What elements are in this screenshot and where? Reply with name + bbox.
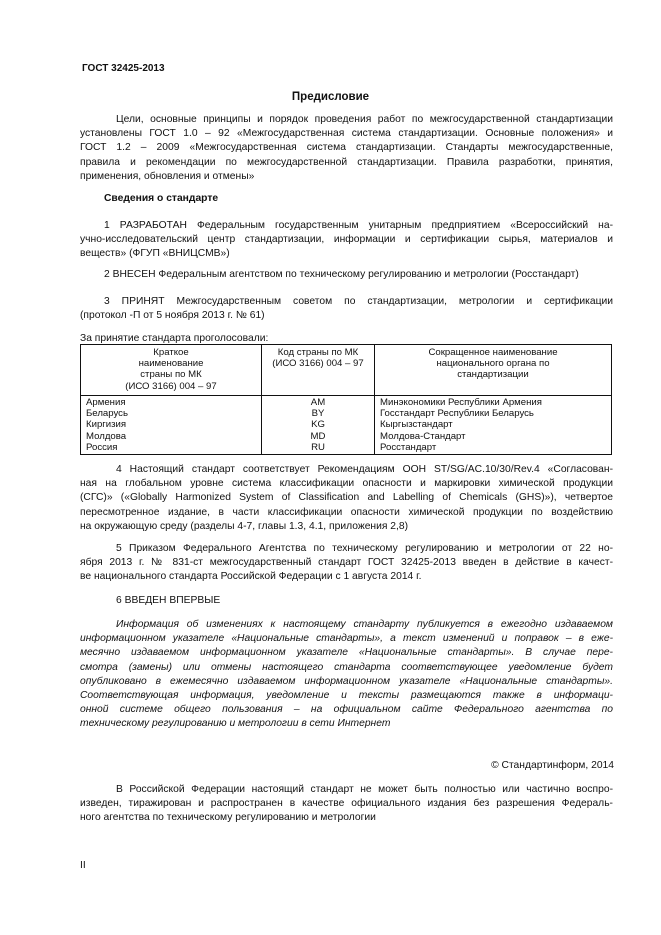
table-cell-code: MD [310, 430, 326, 442]
table-body-row [81, 395, 612, 454]
intro-line: Цели, основные принципы и порядок проведения работ по межгосударственной стандартизации [116, 114, 613, 125]
section-title: Сведения о стандарте [104, 193, 219, 204]
table-cell-country: Беларусь [86, 408, 128, 420]
header-text: страны по МК [140, 369, 202, 381]
header-text: (ИСО 3166) 004 – 97 [272, 358, 364, 370]
notice-line: онной системе общего пользования – на официальном сайте Федерального агентства по [80, 704, 613, 716]
table-cell-body: Кыргызстандарт [380, 419, 453, 431]
rights-line: изведен, тиражирован и распространен в качестве официального издания без разрешения Федераль- [80, 798, 613, 810]
item-5-line: ября 2013 г. № 831-ст межгосударственный стандарт ГОСТ 32425-2013 введен в действие в качест- [80, 557, 613, 569]
intro-line: установлены ГОСТ 1.0 – 92 «Межгосударственная система стандартизации. Основные положения» и [80, 128, 613, 140]
page-number: II [80, 860, 86, 871]
intro-paragraph [80, 113, 613, 184]
intro-line: ГОСТ 1.2 – 2009 «Межгосударственная система стандартизации. Стандарты межгосударственные, [80, 142, 613, 154]
document-code: ГОСТ 32425-2013 [82, 63, 165, 74]
table-cell-code: AM [310, 396, 326, 408]
intro-line: правила и рекомендации по межгосударственной стандартизации. Правила разработки, принятия, [80, 156, 613, 168]
notice-line: Соответствующая информация, уведомление и тексты размещаются также в информаци- [80, 690, 613, 702]
intro-line: применения, обновления и отмены» [80, 170, 255, 182]
header-body [375, 345, 612, 396]
notice-paragraph [80, 618, 613, 732]
table-cell-body: Росстандарт [380, 442, 437, 453]
item-3-line: 3 ПРИНЯТ Межгосударственным советом по стандартизации, метрологии и сертификации [104, 296, 613, 307]
table-header-row [81, 345, 612, 396]
item-6-line: 6 ВВЕДЕН ВПЕРВЫЕ [116, 595, 221, 606]
page-title: Предисловие [291, 91, 370, 103]
item-4-line: на окружающую среду (разделы 4-7, главы 1.3, 4.1, приложения 2,8) [80, 520, 409, 532]
table-cell-body: Госстандарт Республики Беларусь [380, 408, 534, 420]
header-text: национального органа по [436, 358, 550, 370]
table-cell-country: Молдова [86, 430, 127, 442]
item-2-line: 2 ВНЕСЕН Федеральным агентством по техническому регулированию и метрологии (Росстандарт) [104, 269, 579, 280]
header-text: (ИСО 3166) 004 – 97 [125, 380, 217, 392]
table-cell-code: KG [311, 419, 325, 431]
header-text: Код страны по МК [277, 347, 359, 358]
header-country [81, 345, 262, 396]
header-text: Краткое [153, 347, 189, 358]
item-5 [80, 542, 613, 585]
copyright-notice: © Стандартинформ, 2014 [491, 760, 614, 771]
item-4 [80, 463, 613, 534]
rights-line: ного агентства по техническому регулированию и метрологии [80, 812, 376, 824]
country-column [81, 395, 262, 454]
code-column [262, 395, 375, 454]
header-text: наименование [138, 358, 204, 370]
table-cell-body: Молдова-Стандарт [380, 430, 466, 442]
table-cell-country: Армения [86, 396, 126, 408]
table-cell-code: BY [311, 408, 325, 420]
item-3 [80, 295, 613, 323]
table-cell-country: Киргизия [86, 419, 127, 431]
body-column [375, 395, 612, 454]
notice-line: техническому регулированию и метрологии в сети Интернет [80, 718, 391, 730]
item-4-line: пересмотренное издание, в части классификации опасности химической продукции по воздействию [80, 506, 613, 518]
item-4-line: 4 Настоящий стандарт соответствует Рекомендациям ООН ST/SG/AC.10/30/Rev.4 «Согласован- [116, 464, 613, 475]
rights-paragraph [80, 783, 613, 826]
header-text: стандартизации [457, 369, 529, 381]
vote-caption: За принятие стандарта проголосовали: [80, 333, 269, 344]
item-1-line: веществ» (ФГУП «ВНИЦСМВ») [80, 248, 230, 260]
item-1-line: 1 РАЗРАБОТАН Федеральным государственным унитарным предприятием «Всероссийский на- [104, 220, 613, 231]
item-6 [80, 594, 613, 608]
notice-line: месячно издаваемом информационном указателе «Национальные стандарты». В случае пере- [80, 647, 613, 659]
header-code [262, 345, 375, 396]
item-4-line: (СГС)» («Globally Harmonized System of Classification and Labelling of Chemicals (GHS)»), четвертое [80, 492, 613, 504]
item-2 [80, 268, 613, 282]
notice-line: опубликовано в ежемесячно издаваемом информационном указателе «Национальные стандарты». [80, 675, 613, 687]
item-4-line: ная на глобальном уровне система классификации опасности и маркировки химической продукции [80, 478, 613, 490]
item-5-line: 5 Приказом Федерального Агентства по техническому регулированию и метрологии от 22 но- [116, 543, 613, 554]
notice-line: смотра (замены) или отмены настоящего стандарта соответствующее уведомление будет [80, 661, 613, 673]
item-3-line: (протокол -П от 5 ноября 2013 г. № 61) [80, 310, 265, 322]
notice-line: информационном указателе «Национальные стандарты», а текст изменений и поправок – в еже- [80, 633, 613, 645]
notice-line: Информация об изменениях к настоящему стандарту публикуется в ежегодно издаваемом [116, 619, 613, 630]
voting-table [80, 344, 612, 455]
table-cell-country: Россия [86, 442, 118, 453]
table-cell-body: Минэкономики Республики Армения [380, 396, 542, 408]
table-cell-code: RU [311, 442, 325, 453]
item-1 [80, 219, 613, 262]
rights-line: В Российской Федерации настоящий стандарт не может быть полностью или частично воспро- [116, 784, 613, 795]
header-text: Сокращенное наименование [428, 347, 558, 358]
item-5-line: ве национального стандарта Российской Федерации с 1 августа 2014 г. [80, 571, 422, 583]
item-1-line: учно-исследовательский центр стандартизации, информации и сертификации сырья, материалов и [80, 234, 613, 246]
